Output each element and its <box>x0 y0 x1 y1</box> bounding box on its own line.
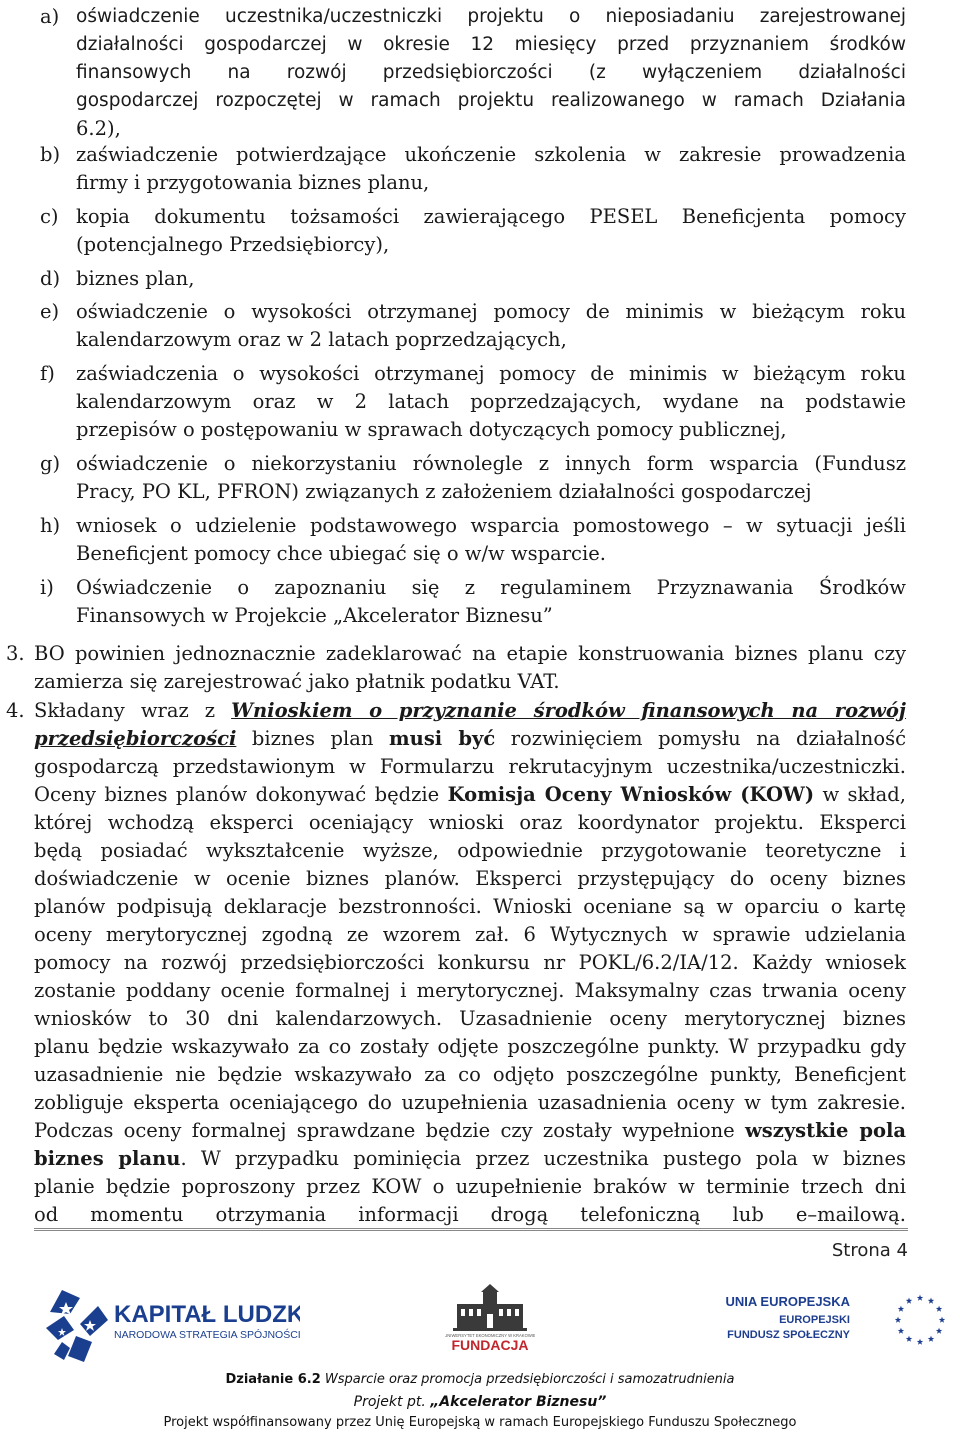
list-marker: a) <box>40 5 60 28</box>
text-run: biznes planu <box>34 1147 181 1170</box>
fundacja-logo <box>445 1284 535 1354</box>
list-marker: g) <box>40 452 61 475</box>
eu-star-icon <box>936 1306 942 1312</box>
text-run: musi być <box>389 727 496 750</box>
text-run: zostanie poddany ocenie formalnej i merytorycznej. Maksymalny czas trwania oceny <box>34 979 906 1002</box>
text-run: . W przypadku pominięcia przez uczestnika pustego pola w biznes <box>180 1147 907 1170</box>
footer-project-label: Projekt pt. <box>353 1394 431 1410</box>
text-run: Wnioskiem o przyznanie środków finansowych na rozwój <box>231 699 906 722</box>
item-4-line <box>34 725 906 753</box>
item-4-line <box>34 865 906 893</box>
footer-action-bold: Działanie 6.2 <box>225 1372 321 1387</box>
footer-action-line <box>0 1372 960 1387</box>
kl-subtitle-text: NARODOWA STRATEGIA SPÓJNOŚCI <box>114 1329 300 1341</box>
item-4-line <box>34 1005 906 1033</box>
list-marker: c) <box>40 205 59 228</box>
list-marker: f) <box>40 362 55 385</box>
list-item-line: (potencjalnego Przedsiębiorcy), <box>76 233 390 256</box>
list-marker: b) <box>40 143 61 166</box>
item-4-line <box>34 753 906 781</box>
list-marker: e) <box>40 300 60 323</box>
item-4-line <box>34 697 906 725</box>
list-item-line: finansowych na rozwój przedsiębiorczości (z wyłączeniem działalności <box>76 62 906 83</box>
list-item-line: kalendarzowym oraz w 2 latach poprzedzających, wydane na podstawie <box>76 390 906 413</box>
item-4-line <box>34 1061 906 1089</box>
footer-project-line <box>0 1394 960 1410</box>
text-run: doświadczenie w ocenie biznes planów. Eksperci przystępujący do oceny biznes <box>34 867 906 890</box>
ue-line3-text: FUNDUSZ SPOŁECZNY <box>727 1329 850 1341</box>
text-run: od momentu otrzymania informacji drogą telefoniczną lub e–mailową. <box>34 1203 906 1226</box>
text-run: w skład, <box>814 783 906 806</box>
eu-star-icon <box>939 1317 945 1323</box>
footer-project-name: „Akcelerator Biznesu” <box>430 1394 607 1410</box>
list-item-line: firmy i przygotowania biznes planu, <box>76 171 430 194</box>
eu-stars-icon <box>895 1295 945 1345</box>
item-4-line <box>34 1117 906 1145</box>
list-item-line: 6.2), <box>76 117 121 140</box>
text-run: planu będzie wskazywało za co zostały odjęte poszczególne punkty. W przypadku gdy <box>34 1035 906 1058</box>
eu-star-icon <box>936 1328 942 1334</box>
list-item-line: zaświadczenia o wysokości otrzymanej pomocy de minimis w bieżącym roku <box>76 362 906 385</box>
list-item-line: kalendarzowym oraz w 2 latach poprzedzających, <box>76 328 567 351</box>
text-run: uzasadnienie nie będzie wskazywało za co odjęto poszczególne punkty, Beneficjent <box>34 1063 906 1086</box>
item-3-marker: 3. <box>6 642 25 665</box>
item-4-marker: 4. <box>6 699 25 722</box>
eu-star-icon <box>906 1298 912 1304</box>
footer-rule <box>34 1228 908 1231</box>
list-item-line: Pracy, PO KL, PFRON) związanych z założeniem działalności gospodarczej <box>76 480 812 503</box>
item-4-line <box>34 1201 906 1229</box>
text-run: będą posiadać wykształcenie wyższe, odpowiednie przygotowanie teoretyczne i <box>34 839 906 862</box>
item-4-line <box>34 921 906 949</box>
item-4-line <box>34 1033 906 1061</box>
list-item-line: oświadczenie o niekorzystaniu równolegle z innych form wsparcia (Fundusz <box>76 452 906 475</box>
eu-efs-logo <box>726 1290 956 1354</box>
eu-star-icon <box>898 1306 904 1312</box>
page-number: Strona 4 <box>831 1240 908 1261</box>
list-item-line: Beneficjent pomocy chce ubiegać się o w/w wsparcie. <box>76 542 606 565</box>
eu-star-icon <box>906 1336 912 1342</box>
list-marker: h) <box>40 514 61 537</box>
fundacja-text: FUNDACJA <box>451 1337 529 1353</box>
text-run: biznes plan <box>236 727 390 750</box>
text-run: zobliguje eksperta oceniającego do uzupełnienia uzasadnienia oceny w tym zakresie. <box>34 1091 906 1114</box>
list-item-line: biznes plan, <box>76 267 195 290</box>
text-run: rozwinięciem pomysłu na działalność <box>495 727 906 750</box>
eu-star-icon <box>917 1295 923 1301</box>
kapital-ludzki-emblem-icon <box>46 1290 108 1362</box>
item-4-line <box>34 1145 906 1173</box>
text-run: wszystkie pola <box>744 1119 907 1142</box>
list-item-line: działalności gospodarczej w okresie 12 miesięcy przed przyznaniem środków <box>76 34 906 55</box>
list-item-line: zaświadczenie potwierdzające ukończenie szkolenia w zakresie prowadzenia <box>76 143 906 166</box>
list-item-line: przepisów o postępowaniu w sprawach dotyczących pomocy publicznej, <box>76 418 787 441</box>
eu-star-icon <box>917 1339 923 1345</box>
text-run: której wchodzą eksperci oceniający wnioski oraz koordynator projektu. Eksperci <box>34 811 906 834</box>
text-run: oceny merytorycznej zgodną ze wzorem zał. 6 Wytycznych w sprawie udzielania <box>34 923 906 946</box>
text-run: Składany wraz z <box>34 699 232 722</box>
item-4-line <box>34 949 906 977</box>
list-item-line: gospodarczej rozpoczętej w ramach projektu realizowanego w ramach Działania <box>76 90 906 111</box>
list-marker: i) <box>40 576 54 599</box>
fundacja-small-text: UNIWERSYTET EKONOMICZNY W KRAKOWIE <box>445 1333 535 1338</box>
eu-star-icon <box>898 1328 904 1334</box>
item-4-line <box>34 1089 906 1117</box>
ue-line1-text: UNIA EUROPEJSKA <box>726 1294 850 1309</box>
item-4-line <box>34 781 906 809</box>
list-item-line: oświadczenie uczestnika/uczestniczki projektu o nieposiadaniu zarejestrowanej <box>76 6 906 27</box>
list-item-line: wniosek o udzielenie podstawowego wsparcia pomostowego – w sytuacji jeśli <box>76 514 906 537</box>
item-4-line <box>34 977 906 1005</box>
text-run: Komisja Oceny Wniosków (KOW) <box>447 783 815 806</box>
kapital-ludzki-logo <box>40 1284 300 1364</box>
footer-cofinance-line: Projekt współfinansowany przez Unię Europejską w ramach Europejskiego Funduszu Społecznego <box>163 1415 797 1430</box>
text-run: planów podpisują deklaracje bezstronności. Wnioski oceniane są w oparciu o kartę <box>34 895 906 918</box>
item-4-line <box>34 893 906 921</box>
footer-action-rest: Wsparcie oraz promocja przedsiębiorczości i samozatrudnienia <box>320 1372 735 1387</box>
eu-star-icon <box>928 1298 934 1304</box>
text-run: Podczas oceny formalnej sprawdzane będzie czy zostały wypełnione <box>34 1119 745 1142</box>
text-run: Oceny biznes planów dokonywać będzie <box>34 783 448 806</box>
kl-title-text: KAPITAŁ LUDZKI <box>114 1301 300 1328</box>
text-run: gospodarczą przedstawionym w Formularzu rekrutacyjnym uczestnika/uczestniczki. <box>34 755 906 778</box>
text-run: przedsiębiorczości <box>34 727 237 750</box>
text-run: planie będzie poproszony przez KOW o uzupełnienie braków w terminie trzech dni <box>34 1175 906 1198</box>
item-3-line: BO powinien jednoznacznie zadeklarować na etapie konstruowania biznes planu czy <box>34 642 906 665</box>
eu-star-icon <box>895 1317 901 1323</box>
list-item-line: Oświadczenie o zapoznaniu się z regulaminem Przyznawania Środków <box>76 576 906 599</box>
item-4-line <box>34 1173 906 1201</box>
text-run: pomocy na rozwój przedsiębiorczości konkursu nr POKL/6.2/IA/12. Każdy wniosek <box>34 951 906 974</box>
ue-line2-text: EUROPEJSKI <box>779 1314 850 1326</box>
item-4-line <box>34 809 906 837</box>
list-item-line: Finansowych w Projekcie „Akcelerator Biznesu” <box>76 604 553 627</box>
list-item-line: kopia dokumentu tożsamości zawierającego PESEL Beneficjenta pomocy <box>76 205 906 228</box>
item-3-line: zamierza się zarejestrować jako płatnik podatku VAT. <box>34 670 560 693</box>
eu-star-icon <box>928 1336 934 1342</box>
text-run: wniosków to 30 dni kalendarzowych. Uzasadnienie oceny merytorycznej biznes <box>34 1007 906 1030</box>
item-4-line <box>34 837 906 865</box>
list-marker: d) <box>40 267 61 290</box>
list-item-line: oświadczenie o wysokości otrzymanej pomocy de minimis w bieżącym roku <box>76 300 906 323</box>
